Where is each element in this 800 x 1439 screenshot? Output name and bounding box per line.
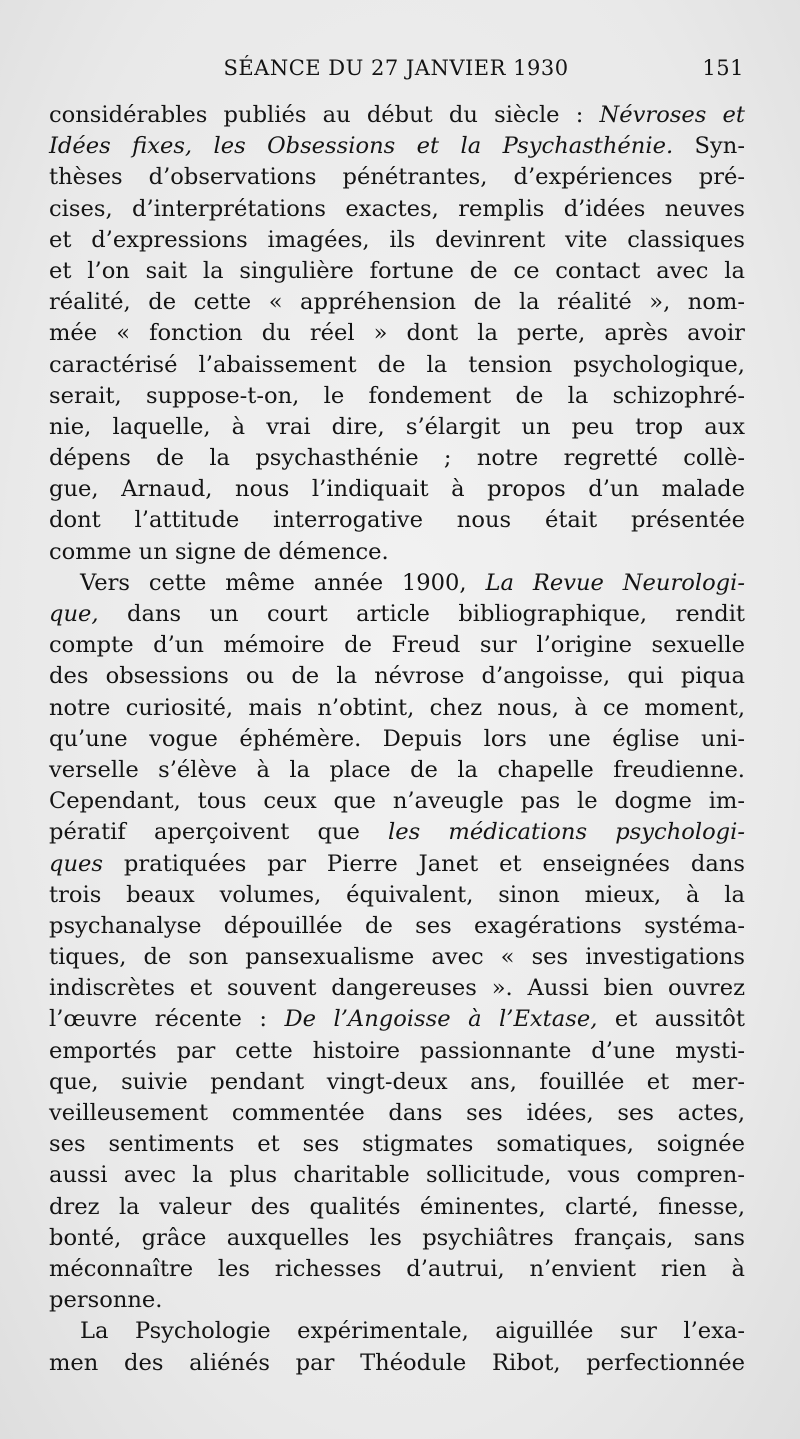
italic-text-segment: ques xyxy=(49,850,103,877)
text-line xyxy=(49,381,745,412)
text-line xyxy=(49,225,745,256)
text-segment: thèses d’observations pénétrantes, d’expériences pré- xyxy=(49,164,745,191)
text-line xyxy=(49,505,745,536)
text-segment: méconnaître les richesses d’autrui, n’envient rien à xyxy=(49,1255,745,1282)
text-line xyxy=(49,693,745,724)
text-line xyxy=(49,100,745,131)
text-line xyxy=(49,786,745,817)
text-line xyxy=(49,131,745,162)
text-line xyxy=(49,1254,745,1285)
text-line xyxy=(49,755,745,786)
text-segment: verselle s’élève à la place de la chapelle freudienne. xyxy=(49,756,745,783)
text-segment: et aussitôt xyxy=(597,1006,745,1033)
text-segment: des obsessions ou de la névrose d’angoisse, qui piqua xyxy=(49,663,745,690)
text-segment: aussi avec la plus charitable sollicitude, vous compren- xyxy=(49,1162,745,1189)
text-line xyxy=(49,474,745,505)
text-segment: cises, d’interprétations exactes, remplis d’idées neuves xyxy=(49,195,745,222)
text-segment: trois beaux volumes, équivalent, sinon mieux, à la xyxy=(49,881,745,908)
text-line xyxy=(49,350,745,381)
text-segment: et l’on sait la singulière fortune de ce contact avec la xyxy=(49,257,745,284)
text-segment: Syn- xyxy=(673,133,745,160)
text-segment: pratiquées par Pierre Janet et enseignées dans xyxy=(102,850,745,877)
text-line xyxy=(49,630,745,661)
text-segment: psychanalyse dépouillée de ses exagérations systéma- xyxy=(49,912,745,939)
text-line xyxy=(49,942,745,973)
text-segment: dont l’attitude interrogative nous était présentée xyxy=(49,507,745,534)
text-segment: ses sentiments et ses stigmates somatiques, soignée xyxy=(49,1131,745,1158)
text-line xyxy=(49,1067,745,1098)
text-segment: pératif aperçoivent que xyxy=(49,819,389,846)
text-segment: notre curiosité, mais n’obtint, chez nous, à ce moment, xyxy=(49,694,745,721)
text-segment: tiques, de son pansexualisme avec « ses investigations xyxy=(49,944,745,971)
text-line xyxy=(49,911,745,942)
text-segment: que, suivie pendant vingt-deux ans, fouillée et mer- xyxy=(49,1068,745,1095)
text-segment: Vers cette même année 1900, xyxy=(80,569,486,596)
text-segment: gue, Arnaud, nous l’indiquait à propos d’un malade xyxy=(49,476,745,503)
text-line xyxy=(49,1098,745,1129)
text-line xyxy=(49,661,745,692)
text-segment: personne. xyxy=(49,1287,163,1314)
running-title: SÉANCE DU 27 JANVIER 1930 xyxy=(223,56,569,80)
text-line xyxy=(49,318,745,349)
text-segment: mée « fonction du réel » dont la perte, après avoir xyxy=(49,320,745,347)
text-line xyxy=(49,1348,745,1379)
text-segment: La Psychologie expérimentale, aiguillée sur l’exa- xyxy=(80,1318,745,1345)
text-line xyxy=(49,1223,745,1254)
text-segment: et d’expressions imagées, ils devinrent vite classiques xyxy=(49,226,745,253)
text-segment: serait, suppose-t-on, le fondement de la schizophré- xyxy=(49,382,745,409)
text-line xyxy=(49,194,745,225)
italic-text-segment: que, xyxy=(49,601,99,627)
text-segment: réalité, de cette « appréhension de la réalité », nom- xyxy=(49,289,745,316)
text-line xyxy=(49,849,745,880)
text-segment: l’œuvre récente : xyxy=(49,1006,285,1033)
text-line xyxy=(49,1129,745,1160)
text-segment: men des aliénés par Théodule Ribot, perfectionnée xyxy=(49,1349,745,1376)
text-segment: nie, laquelle, à vrai dire, s’élargit un peu trop aux xyxy=(49,413,745,440)
text-segment: caractérisé l’abaissement de la tension psychologique, xyxy=(49,351,745,378)
text-line xyxy=(49,817,745,848)
text-line xyxy=(49,880,745,911)
italic-text-segment: Idées fixes, les Obsessions et la Psychasthénie. xyxy=(49,133,674,160)
text-line xyxy=(49,443,745,474)
body-text xyxy=(49,100,745,1379)
italic-text-segment: Névroses et xyxy=(599,102,745,128)
text-line xyxy=(49,1192,745,1223)
page-number: 151 xyxy=(702,56,744,80)
text-segment: dans un court article bibliographique, rendit xyxy=(98,601,745,627)
text-line xyxy=(49,724,745,755)
text-segment: Cependant, tous ceux que n’aveugle pas le dogme im- xyxy=(49,788,745,815)
page-header xyxy=(48,56,744,90)
text-segment: considérables publiés au début du siècle : xyxy=(49,102,600,128)
text-segment: dépens de la psychasthénie ; notre regretté collè- xyxy=(49,445,745,472)
text-line xyxy=(49,162,745,193)
text-line xyxy=(49,1160,745,1191)
italic-text-segment: les médications psychologi- xyxy=(388,819,746,846)
text-line xyxy=(49,599,745,630)
text-line xyxy=(49,973,745,1004)
text-line xyxy=(49,537,745,568)
text-segment: comme un signe de démence. xyxy=(49,538,389,565)
text-line xyxy=(49,256,745,287)
text-segment: indiscrètes et souvent dangereuses ». Aussi bien ouvrez xyxy=(49,975,745,1002)
italic-text-segment: La Revue Neurologi- xyxy=(485,569,746,596)
text-segment: bonté, grâce auxquelles les psychiâtres français, sans xyxy=(49,1224,745,1251)
text-segment: emportés par cette histoire passionnante d’une mysti- xyxy=(49,1037,745,1064)
text-line xyxy=(49,287,745,318)
text-segment: drez la valeur des qualités éminentes, clarté, finesse, xyxy=(49,1193,745,1220)
text-line xyxy=(49,1316,745,1347)
text-segment: veilleusement commentée dans ses idées, ses actes, xyxy=(49,1100,745,1126)
text-line xyxy=(49,568,745,599)
text-line xyxy=(49,1036,745,1067)
text-segment: qu’une vogue éphémère. Depuis lors une église uni- xyxy=(49,725,745,752)
italic-text-segment: De l’Angoisse à l’Extase, xyxy=(284,1006,598,1033)
text-line xyxy=(49,1285,745,1316)
text-line xyxy=(49,1004,745,1035)
text-segment: compte d’un mémoire de Freud sur l’origine sexuelle xyxy=(49,632,745,659)
text-line xyxy=(49,412,745,443)
